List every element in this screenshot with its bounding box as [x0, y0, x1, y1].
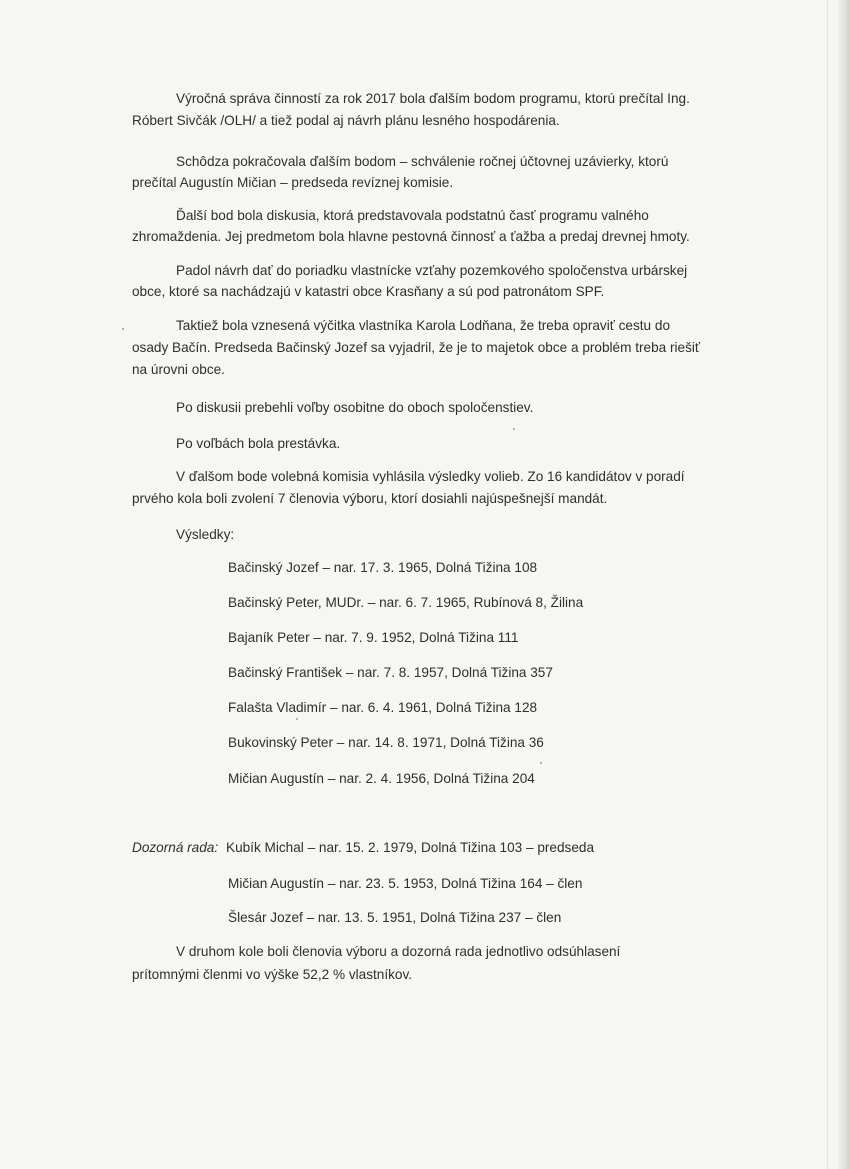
- paragraph-complaint-line-3: na úrovni obce.: [132, 362, 225, 377]
- paragraph-closing-accounts-line-1: Schôdza pokračovala ďalším bodom – schválenie ročnej účtovnej uzávierky, ktorú: [176, 154, 669, 169]
- paragraph-elections: Po diskusii prebehli voľby osobitne do oboch spoločenstiev.: [176, 400, 534, 415]
- paragraph-proposal-line-2: obce, ktoré sa nachádzajú v katastri obce Krasňany a sú pod patronátom SPF.: [132, 284, 605, 299]
- paragraph-closing-accounts-line-2: prečítal Augustín Mičian – predseda revíznej komisie.: [132, 175, 454, 190]
- result-item: Bajaník Peter – nar. 7. 9. 1952, Dolná Tižina 111: [228, 630, 519, 645]
- paragraph-results-announcement-line-1: V ďalšom bode volebná komisia vyhlásila výsledky volieb. Zo 16 kandidátov v poradí: [176, 469, 685, 484]
- paragraph-discussion-line-2: zhromaždenia. Jej predmetom bola hlavne pestovná činnosť a ťažba a predaj drevnej hmoty.: [132, 229, 690, 244]
- paragraph-annual-report-line-2: Róbert Sivčák /OLH/ a tiež podal aj návrh plánu lesného hospodárenia.: [132, 113, 560, 128]
- result-item: Bačinský Jozef – nar. 17. 3. 1965, Dolná Tižina 108: [228, 560, 538, 575]
- paragraph-proposal-line-1: Padol návrh dať do poriadku vlastnícke vzťahy pozemkového spoločenstva urbárskej: [176, 263, 688, 278]
- closing-paragraph-line-2: prítomnými členmi vo výške 52,2 % vlastníkov.: [132, 967, 413, 982]
- paragraph-discussion-line-1: Ďalší bod bola diskusia, ktorá predstavovala podstatnú časť programu valného: [176, 208, 649, 223]
- paragraph-results-announcement-line-2: prvého kola boli zvolení 7 členovia výboru, ktorí dosiahli najúspešnejší mandát.: [132, 491, 608, 506]
- scan-speck: [122, 328, 124, 330]
- paragraph-break: Po voľbách bola prestávka.: [176, 436, 341, 451]
- result-item: Bačinský František – nar. 7. 8. 1957, Dolná Tižina 357: [228, 665, 553, 680]
- paragraph-annual-report-line-1: Výročná správa činností za rok 2017 bola ďalším bodom programu, ktorú prečítal Ing.: [176, 91, 690, 106]
- supervisory-board-member: Mičian Augustín – nar. 23. 5. 1953, Dolná Tižina 164 – člen: [228, 876, 583, 891]
- result-item: Bukovinský Peter – nar. 14. 8. 1971, Dolná Tižina 36: [228, 735, 544, 750]
- supervisory-board-member: Kubík Michal – nar. 15. 2. 1979, Dolná Tižina 103 – predseda: [226, 840, 595, 855]
- scan-speck: [513, 428, 515, 430]
- scan-right-edge: [838, 0, 850, 1169]
- paragraph-complaint-line-2: osady Bačín. Predseda Bačinský Jozef sa vyjadril, že je to majetok obce a problém treba riešiť: [132, 340, 701, 355]
- result-item: Bačinský Peter, MUDr. – nar. 6. 7. 1965, Rubínová 8, Žilina: [228, 595, 584, 610]
- result-item: Falašta Vladimír – nar. 6. 4. 1961, Dolná Tižina 128: [228, 700, 538, 715]
- closing-paragraph-line-1: V druhom kole boli členovia výboru a dozorná rada jednotlivo odsúhlasení: [176, 944, 621, 959]
- scan-edge-line: [827, 0, 828, 1169]
- supervisory-board-member: Šlesár Jozef – nar. 13. 5. 1951, Dolná Tižina 237 – člen: [228, 910, 562, 925]
- paragraph-complaint-line-1: Taktiež bola vznesená výčitka vlastníka Karola Lodňana, že treba opraviť cestu do: [176, 318, 671, 333]
- supervisory-board-label: Dozorná rada:: [132, 840, 219, 855]
- result-item: Mičian Augustín – nar. 2. 4. 1956, Dolná Tižina 204: [228, 771, 535, 786]
- scan-speck: [540, 762, 542, 764]
- results-heading: Výsledky:: [176, 527, 235, 542]
- scan-speck: [296, 718, 298, 720]
